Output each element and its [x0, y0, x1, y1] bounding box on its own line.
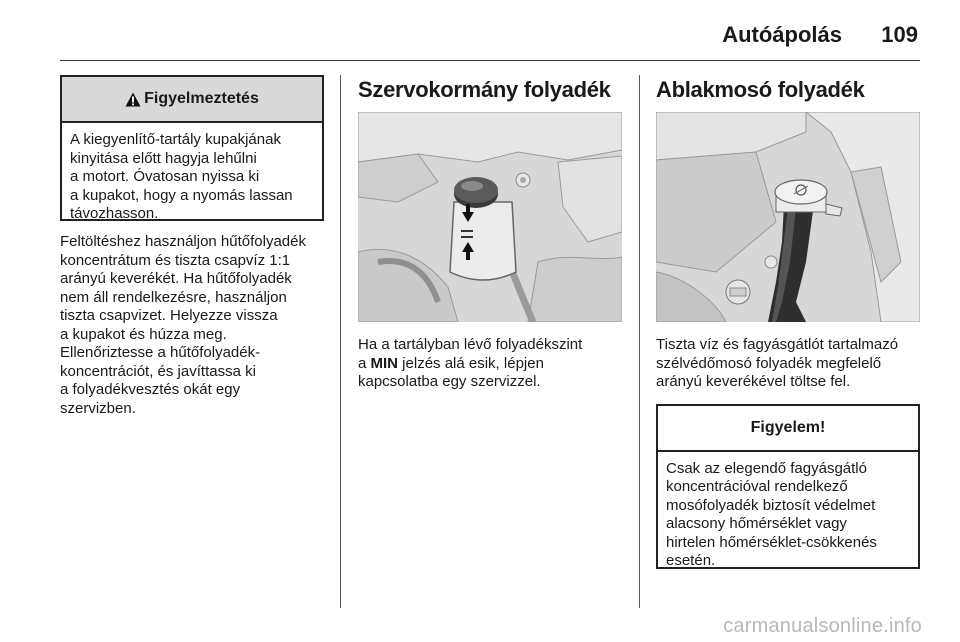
page-number: 109 — [881, 22, 918, 47]
text-line: a motort. Óvatosan nyissa ki — [70, 168, 260, 185]
text-line: esetén. — [666, 552, 716, 569]
text-line: Tiszta víz és fagyásgátlót tartalmazó — [656, 336, 899, 353]
section-heading: Autóápolás — [722, 22, 842, 47]
text-line: alacsony hőmérséklet vagy — [666, 515, 847, 532]
text-line: Feltöltéshez használjon hűtőfolyadék — [60, 233, 306, 250]
power-steering-reservoir-illustration — [358, 112, 622, 322]
column-washer-fluid — [656, 75, 920, 569]
watermark: carmanualsonline.info — [723, 615, 922, 637]
text-line: mosófolyadék biztosít védelmet — [666, 496, 876, 514]
text-line: a folyadékvesztés okát egy — [60, 381, 241, 398]
warning-box — [60, 75, 324, 221]
notice-text — [658, 452, 918, 580]
page-header — [60, 12, 920, 61]
notice-box-header — [658, 406, 918, 452]
text-fragment: jelzés alá esik, lépjen — [398, 354, 544, 372]
warning-title: Figyelmeztetés — [144, 90, 259, 107]
power-steering-text — [358, 336, 622, 392]
text-line: a kupakot és húzza meg. — [60, 325, 227, 343]
text-line: Csak az elegendő fagyásgátló — [666, 459, 867, 477]
text-line: a kupakot, hogy a nyomás lassan — [70, 186, 293, 204]
text-line — [358, 355, 622, 374]
washer-fluid-reservoir-illustration — [656, 112, 920, 322]
text-line: koncentrációval rendelkező — [666, 478, 848, 495]
min-mark-label: MIN — [370, 354, 399, 372]
text-line: koncentrátum és tiszta csapvíz 1:1 — [60, 251, 291, 269]
text-line: szélvédőmosó folyadék megfelelő — [656, 354, 882, 372]
washer-fluid-title: Ablakmosó folyadék — [656, 77, 865, 102]
text-line: arányú keverékével töltse fel. — [656, 373, 851, 390]
text-line: arányú keverékét. Ha hűtőfolyadék — [60, 270, 292, 287]
warning-text — [62, 123, 322, 233]
power-steering-title: Szervokormány folyadék — [358, 77, 611, 102]
text-fragment: a — [358, 354, 371, 372]
text-line: koncentrációt, és javíttassa ki — [60, 362, 256, 380]
text-line: távozhasson. — [70, 205, 159, 222]
text-line: hirtelen hőmérséklet-csökkenés — [666, 533, 877, 551]
text-line: nem áll rendelkezésre, használjon — [60, 288, 287, 306]
text-line: tiszta csapvizet. Helyezze vissza — [60, 307, 278, 324]
notice-title: Figyelem! — [750, 418, 826, 436]
text-line: szervizben. — [60, 399, 136, 417]
coolant-instructions — [60, 233, 324, 418]
text-line: Ha a tartályban lévő folyadékszint — [358, 336, 583, 353]
warning-triangle-icon — [125, 92, 141, 107]
warning-box-header — [62, 77, 322, 123]
text-line: A kiegyenlítő-tartály kupakjának — [70, 131, 281, 148]
text-line: kapcsolatba egy szervizzel. — [358, 373, 541, 390]
column-divider — [340, 75, 341, 608]
washer-fluid-text — [656, 336, 920, 392]
notice-box — [656, 404, 920, 569]
text-line: Ellenőriztesse a hűtőfolyadék- — [60, 344, 261, 361]
column-coolant — [60, 75, 324, 418]
column-power-steering — [358, 75, 622, 392]
column-divider — [639, 75, 640, 608]
text-line: kinyitása előtt hagyja lehűlni — [70, 149, 257, 167]
